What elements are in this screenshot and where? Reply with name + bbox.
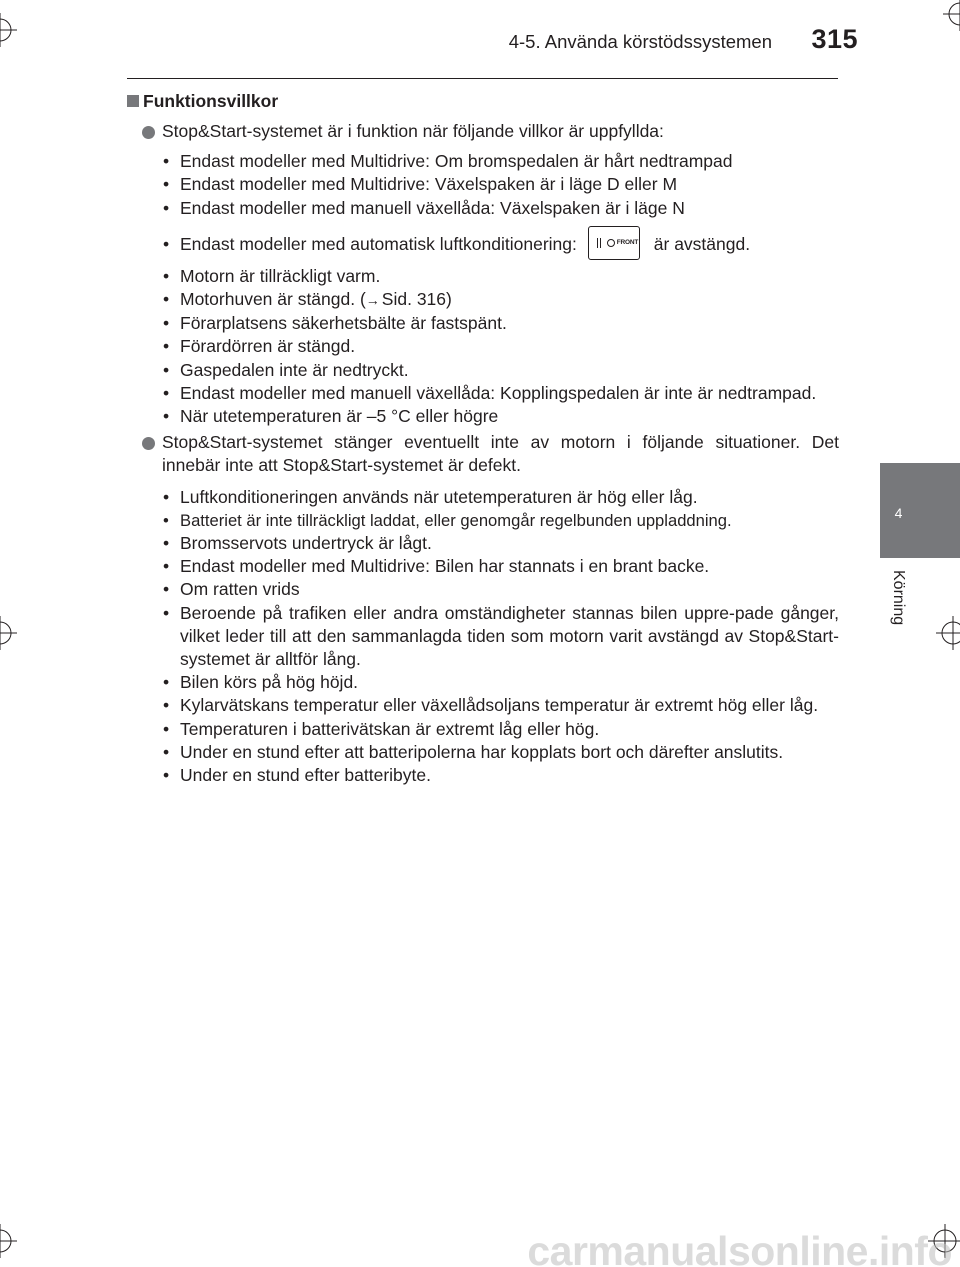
circle-bullet-icon: [142, 126, 155, 139]
list-item: • Endast modeller med Multidrive: Växelspaken är i läge D eller M: [163, 174, 678, 195]
list-item: • Bilen körs på hög höjd.: [163, 672, 359, 693]
list-item: • När utetemperaturen är –5 °C eller högre: [163, 406, 499, 427]
ac-front-button-icon: FRONT: [588, 226, 640, 260]
list-item: • Endast modeller med Multidrive: Om bromspedalen är hårt nedtrampad: [163, 151, 733, 172]
registration-mark-top-left: [0, 13, 17, 47]
circle-bullet-icon: [142, 437, 155, 450]
list-item: • Beroende på trafiken eller andra omständigheter stannas bilen uppre-pade gånger, vilket leder till att den sammanlagda tiden som motorn varit avstängd av Stop&Start-systemet är alltför lång.: [163, 602, 839, 670]
list-item: • Under en stund efter batteribyte.: [163, 765, 431, 786]
list-item: • Förardörren är stängd.: [163, 336, 356, 357]
conditions-list: [127, 150, 839, 428]
list-item: • Kylarvätskans temperatur eller växellådsoljans temperatur är extremt hög eller låg.: [163, 695, 819, 716]
watermark: carmanualsonline.info: [527, 1228, 952, 1267]
paragraph-text: Stop&Start-systemet är i funktion när följande villkor är uppfyllda:: [162, 121, 664, 141]
main-content: [127, 90, 839, 787]
arrow-right-icon: →: [365, 292, 380, 309]
registration-mark-mid-right: [936, 616, 960, 650]
heading-text: Funktionsvillkor: [143, 91, 279, 111]
list-item: • Motorn är tillräckligt varm.: [163, 265, 381, 286]
paragraph-text: Stop&Start-systemet stänger eventuellt inte av motorn i följande situationer. Det innebär inte att Stop&Start-systemet är defekt.: [162, 432, 839, 476]
section-title: 4-5. Använda körstödssystemen: [508, 31, 772, 52]
list-item: • Batteriet är inte tillräckligt laddat, eller genomgår regelbunden uppladdning.: [163, 510, 732, 530]
condition-paragraph-1: [127, 120, 839, 143]
list-item: • Endast modeller med manuell växellåda: Kopplingspedalen är inte är nedtrampad.: [163, 382, 817, 403]
section-heading: [127, 90, 839, 114]
list-item-reference: • Motorhuven är stängd. (→ Sid. 316): [127, 288, 839, 312]
chapter-label: [887, 570, 907, 640]
heading-square-icon: [127, 95, 139, 107]
list-item: • Under en stund efter att batteripolerna har kopplats bort och därefter anslutits.: [163, 741, 784, 762]
registration-mark-mid-left: [0, 616, 17, 650]
list-item: • Bromsservots undertryck är lågt.: [163, 533, 432, 554]
list-item-ac: • Endast modeller med automatisk luftkonditionering: FRONT är avstängd.: [127, 226, 839, 262]
list-item: • Luftkonditioneringen används när utetemperaturen är hög eller låg.: [163, 486, 698, 507]
chapter-number: 4: [894, 505, 903, 521]
condition-paragraph-2: [127, 431, 839, 477]
list-item: • Endast modeller med manuell växellåda: Växelspaken är i läge N: [163, 197, 685, 218]
header-divider: [127, 78, 838, 79]
list-item: • Förarplatsens säkerhetsbälte är fastspänt.: [163, 313, 507, 334]
page-reference-link: Sid. 316): [381, 289, 452, 310]
exceptions-list: [127, 486, 839, 788]
page-number: 315: [811, 24, 858, 54]
list-item: • Om ratten vrids: [163, 579, 300, 600]
registration-mark-top-right: [943, 0, 960, 31]
list-item: • Gaspedalen inte är nedtryckt.: [163, 359, 409, 380]
chapter-label-text: Körning: [890, 570, 907, 626]
list-item: • Endast modeller med Multidrive: Bilen har stannats i en brant backe.: [163, 556, 710, 577]
list-item: • Temperaturen i batterivätskan är extremt låg eller hög.: [163, 718, 600, 739]
